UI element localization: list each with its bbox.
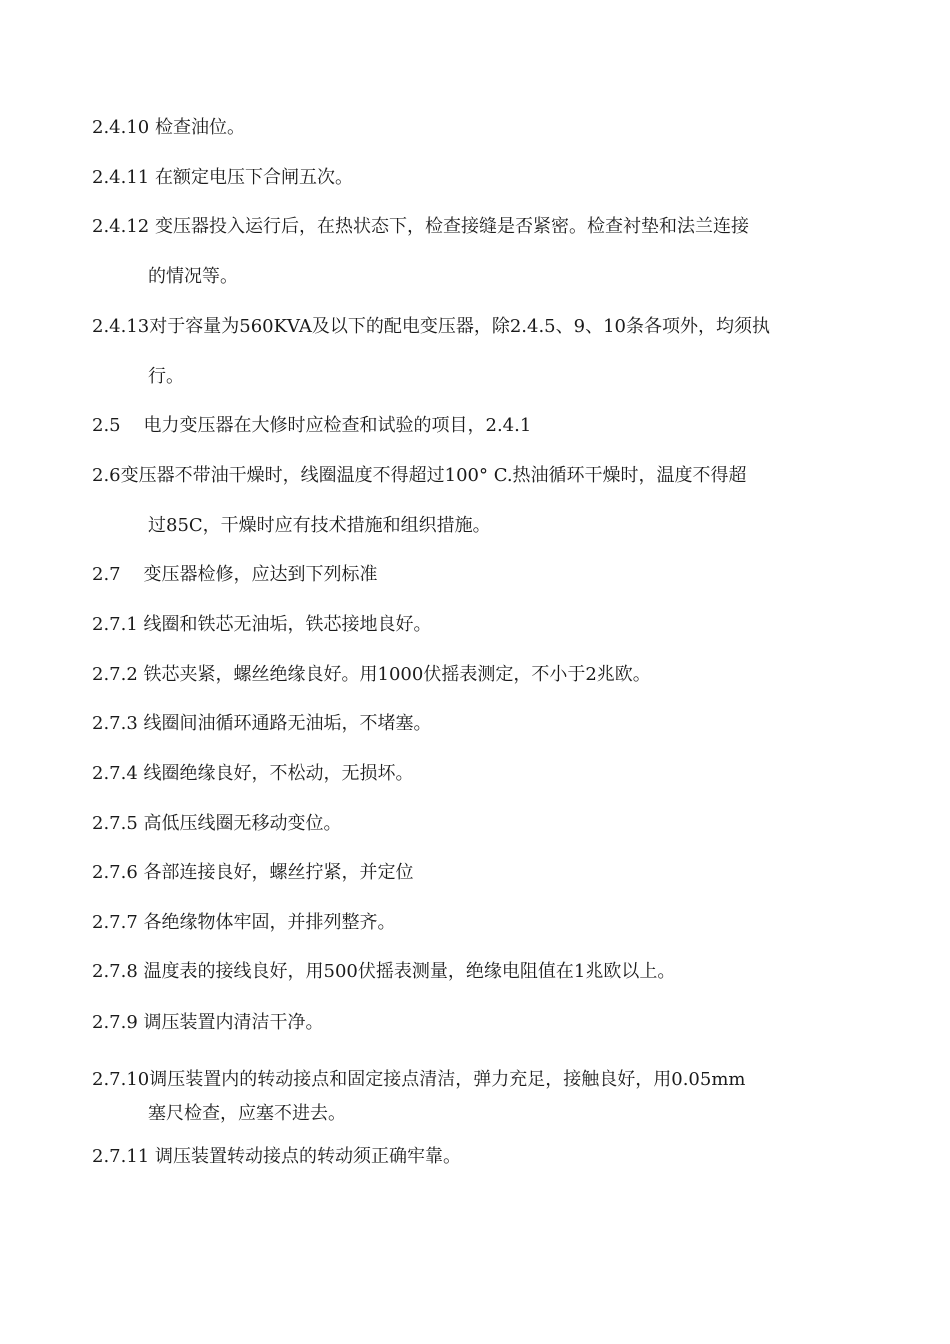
text-line: 2.7 变压器检修，应达到下列标准 [92, 564, 378, 585]
text-line: 2.6变压器不带油干燥时，线圈温度不得超过100° C.热油循环干燥时，温度不得超 [92, 465, 747, 486]
text-line: 2.7.5 高低压线圈无移动变位。 [92, 813, 342, 834]
text-line: 的情况等。 [148, 266, 238, 287]
text-line: 2.7.2 铁芯夹紧，螺丝绝缘良好。用1000伏摇表测定，不小于2兆欧。 [92, 664, 651, 685]
text-line: 2.4.12 变压器投入运行后，在热状态下，检查接缝是否紧密。检查衬垫和法兰连接 [92, 216, 749, 237]
text-line: 2.4.13对于容量为560KVA及以下的配电变压器，除2.4.5、9、10条各项外，均须执 [92, 316, 770, 337]
text-line: 2.5 电力变压器在大修时应检查和试验的项目，2.4.1 [92, 415, 532, 436]
text-line: 2.7.6 各部连接良好，螺丝拧紧，并定位 [92, 862, 414, 883]
text-line: 2.7.11 调压装置转动接点的转动须正确牢靠。 [92, 1146, 461, 1167]
text-line: 过85C，干燥时应有技术措施和组织措施。 [148, 515, 491, 536]
text-line: 塞尺检查，应塞不进去。 [148, 1103, 346, 1124]
text-line: 2.4.11 在额定电压下合闸五次。 [92, 167, 353, 188]
text-line: 2.7.1 线圈和铁芯无油垢，铁芯接地良好。 [92, 614, 432, 635]
text-line: 2.7.3 线圈间油循环通路无油垢，不堵塞。 [92, 713, 432, 734]
text-line: 2.7.10调压装置内的转动接点和固定接点清洁，弹力充足，接触良好，用0.05mm [92, 1069, 746, 1090]
text-line: 2.7.8 温度表的接线良好，用500伏摇表测量，绝缘电阻值在1兆欧以上。 [92, 961, 676, 982]
text-line: 2.4.10 检查油位。 [92, 117, 245, 138]
text-line: 行。 [148, 366, 184, 387]
text-line: 2.7.7 各绝缘物体牢固，并排列整齐。 [92, 912, 396, 933]
text-line: 2.7.9 调压装置内清洁干净。 [92, 1012, 324, 1033]
text-line: 2.7.4 线圈绝缘良好，不松动，无损坏。 [92, 763, 414, 784]
